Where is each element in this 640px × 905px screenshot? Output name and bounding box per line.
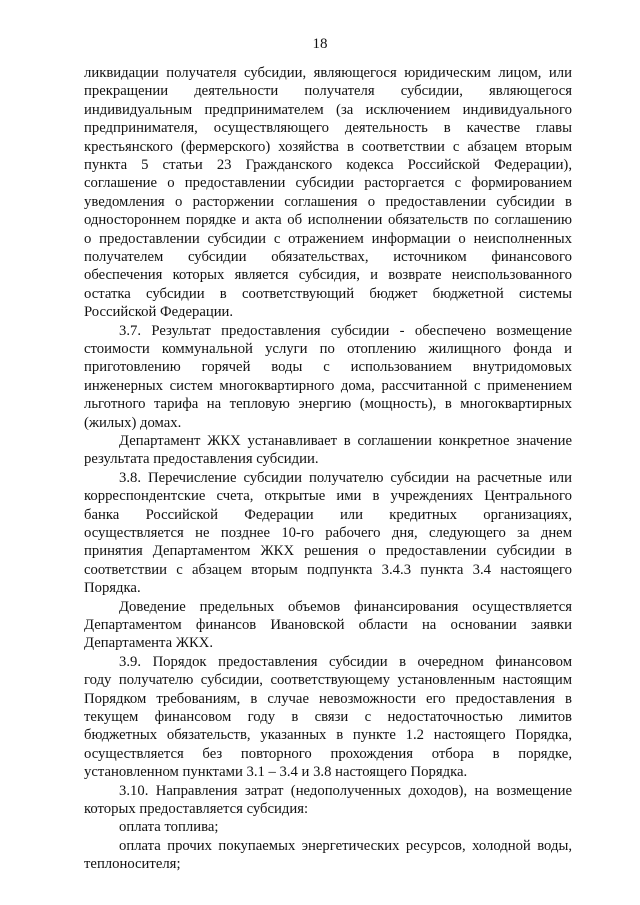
text-line: теплоносителя; — [84, 856, 181, 873]
text-line: текущем финансовом году в связи с недостаточностью лимитов — [84, 709, 572, 725]
text-line: крестьянского (фермерского) хозяйства в соответствии с абзацем вторым — [84, 138, 572, 155]
text-line: осуществляется без повторного прохождения отбора в порядке, — [84, 745, 572, 762]
text-line: остатка субсидии в соответствующий бюджет бюджетной системы — [84, 285, 572, 302]
text-line: (жилых) домах. — [84, 414, 182, 431]
text-line: результата предоставления субсидии. — [84, 451, 319, 468]
text-line: установленном пунктами 3.1 – 3.4 и 3.8 настоящего Порядка. — [84, 764, 468, 781]
text-line: бюджетных обязательств, указанных в пункте 1.2 настоящего Порядка, — [84, 727, 572, 744]
text-line: одностороннем порядке и акта об исполнении обязательств по соглашению — [84, 212, 572, 229]
text-line: принятия Департаментом ЖКХ решения о предоставлении субсидии в — [84, 543, 572, 560]
text-line: соглашение о предоставлении субсидии расторгается с формированием — [84, 175, 572, 192]
text-line: приготовлению горячей воды с использованием внутридомовых — [84, 359, 572, 376]
paragraph-start-line: оплата топлива; — [119, 819, 219, 836]
paragraph-start-line: 3.7. Результат предоставления субсидии - обеспечено возмещение — [119, 322, 572, 339]
text-line: банка Российской Федерации или кредитных организациях, — [84, 506, 572, 523]
text-line: прекращении деятельности получателя субсидии, являющегося — [84, 83, 572, 100]
text-line: Порядка. — [84, 580, 141, 597]
paragraph-start-line: оплата прочих покупаемых энергетических ресурсов, холодной воды, — [119, 837, 572, 854]
text-line: индивидуальным предпринимателем (за исключением индивидуального — [84, 101, 572, 118]
text-line: инженерных систем многоквартирного дома, рассчитанной с применением — [84, 377, 572, 394]
text-line: которых предоставляется субсидия: — [84, 801, 309, 817]
text-line: корреспондентские счета, открытые ими в учреждениях Центрального — [84, 488, 572, 505]
text-line: ликвидации получателя субсидии, являющегося юридическим лицом, или — [84, 65, 572, 81]
text-line: году получателю субсидии, соответствующему установленным настоящим — [84, 672, 572, 689]
text-line: Департамента ЖКХ. — [84, 635, 214, 652]
text-line: пункта 5 статьи 23 Гражданского кодекса Российской Федерации), — [84, 157, 572, 173]
text-line: Департаментом финансов Ивановской области на основании заявки — [84, 617, 572, 633]
text-line: уведомления о расторжении соглашения о предоставлении субсидии в — [84, 193, 572, 210]
page-number: 18 — [312, 36, 328, 52]
paragraph-start-line: Доведение предельных объемов финансирования осуществляется — [119, 598, 572, 615]
text-line: соответствии с абзацем вторым подпункта 3.4.3 пункта 3.4 настоящего — [84, 561, 572, 578]
text-line: осуществляется не позднее 10-го рабочего дня, следующего за днем — [84, 525, 572, 541]
text-line: обеспечения которых является субсидия, и возврате неиспользованного — [84, 267, 572, 284]
paragraph-start-line: 3.9. Порядок предоставления субсидии в очередном финансовом — [119, 653, 572, 670]
paragraph-start-line: Департамент ЖКХ устанавливает в соглашении конкретное значение — [119, 433, 572, 449]
paragraph-start-line: 3.10. Направления затрат (недополученных доходов), на возмещение — [119, 782, 572, 799]
text-line: Российской Федерации. — [84, 304, 234, 321]
text-line: о предоставлении субсидии с отражением информации о неисполненных — [84, 230, 572, 247]
paragraph-start-line: 3.8. Перечисление субсидии получателю субсидии на расчетные или — [119, 469, 572, 486]
text-line: льготного тарифа на тепловую энергию (мощность), в многоквартирных — [84, 396, 572, 413]
text-line: предпринимателя, осуществляющего деятельность в качестве главы — [84, 120, 572, 137]
text-line: стоимости коммунальной услуги по отоплению жилищного фонда и — [84, 341, 572, 357]
text-line: Порядком требованиям, в случае невозможности его предоставления в — [84, 690, 572, 707]
text-line: получателем субсидии обязательствах, источником финансового — [84, 249, 572, 265]
